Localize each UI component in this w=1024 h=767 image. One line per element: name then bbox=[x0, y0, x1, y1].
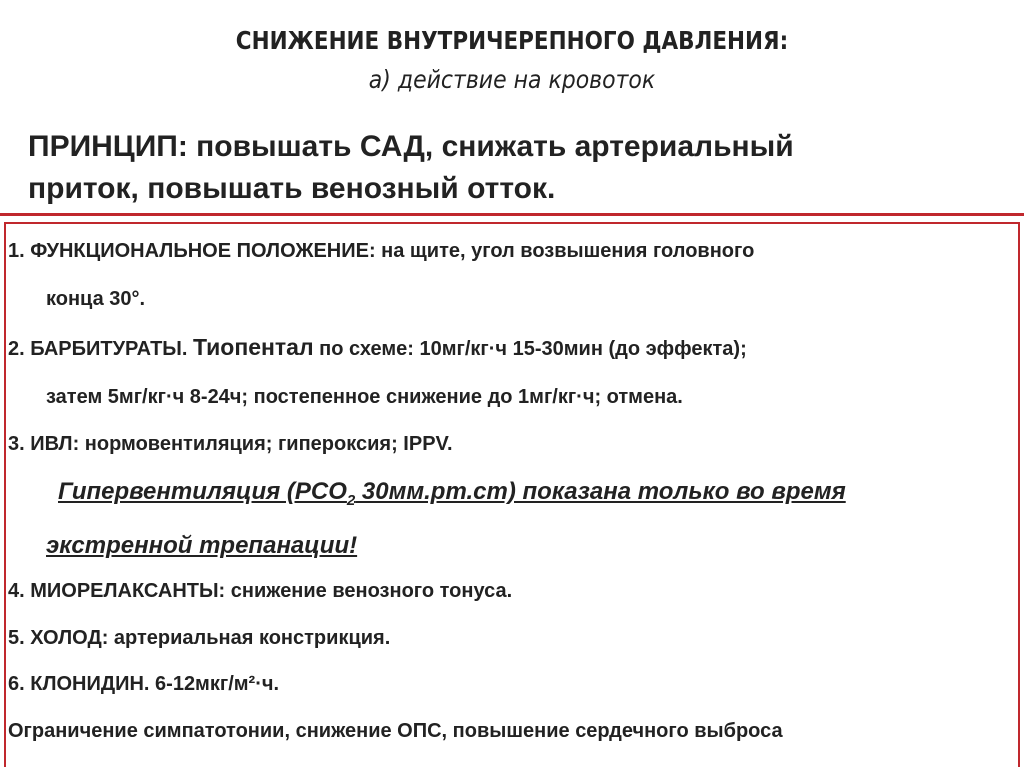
list-item-4: 4. МИОРЕЛАКСАНТЫ: снижение венозного тонуса. bbox=[8, 580, 513, 602]
slide-title bbox=[0, 26, 1024, 94]
title-main: СНИЖЕНИЕ ВНУТРИЧЕРЕПНОГО ДАВЛЕНИЯ: bbox=[235, 26, 789, 55]
list-item-2-cont: затем 5мг/кг·ч 8-24ч; постепенное снижение до 1мг/кг·ч; отмена. bbox=[46, 386, 683, 408]
emphasis-line-1 bbox=[58, 478, 998, 509]
emph-pre: Гипервентиляция (PCO bbox=[58, 478, 347, 505]
title-subtitle: а) действие на кровоток bbox=[368, 65, 656, 94]
principle-line-1: ПРИНЦИП: повышать САД, снижать артериальный bbox=[28, 130, 794, 163]
principle-line-2: приток, повышать венозный отток. bbox=[28, 172, 556, 205]
item2-prefix: 2. БАРБИТУРАТЫ. bbox=[8, 338, 193, 360]
list-item-6: 6. КЛОНИДИН. 6-12мкг/м²·ч. bbox=[8, 673, 280, 695]
list-item-5: 5. ХОЛОД: артериальная констрикция. bbox=[8, 627, 391, 649]
principle-statement bbox=[28, 126, 988, 210]
emphasis-line-2: экстренной трепанации! bbox=[46, 532, 358, 559]
list-item-2 bbox=[8, 334, 1013, 361]
item2-rest: по схеме: 10мг/кг·ч 15-30мин (до эффекта); bbox=[313, 338, 747, 360]
emph-post: 30мм.рт.ст) показана только во время bbox=[355, 478, 846, 505]
list-item-1: 1. ФУНКЦИОНАЛЬНОЕ ПОЛОЖЕНИЕ: на щите, угол возвышения головного bbox=[8, 240, 755, 262]
red-divider bbox=[0, 213, 1024, 216]
item2-drug: Тиопентал bbox=[192, 334, 314, 360]
emph-sub: 2 bbox=[346, 492, 356, 509]
list-item-3: 3. ИВЛ: нормовентиляция; гипероксия; IPPV. bbox=[8, 433, 453, 455]
list-item-1-cont: конца 30°. bbox=[46, 288, 146, 310]
list-item-6-cont: Ограничение симпатотонии, снижение ОПС, повышение сердечного выброса bbox=[8, 720, 783, 742]
